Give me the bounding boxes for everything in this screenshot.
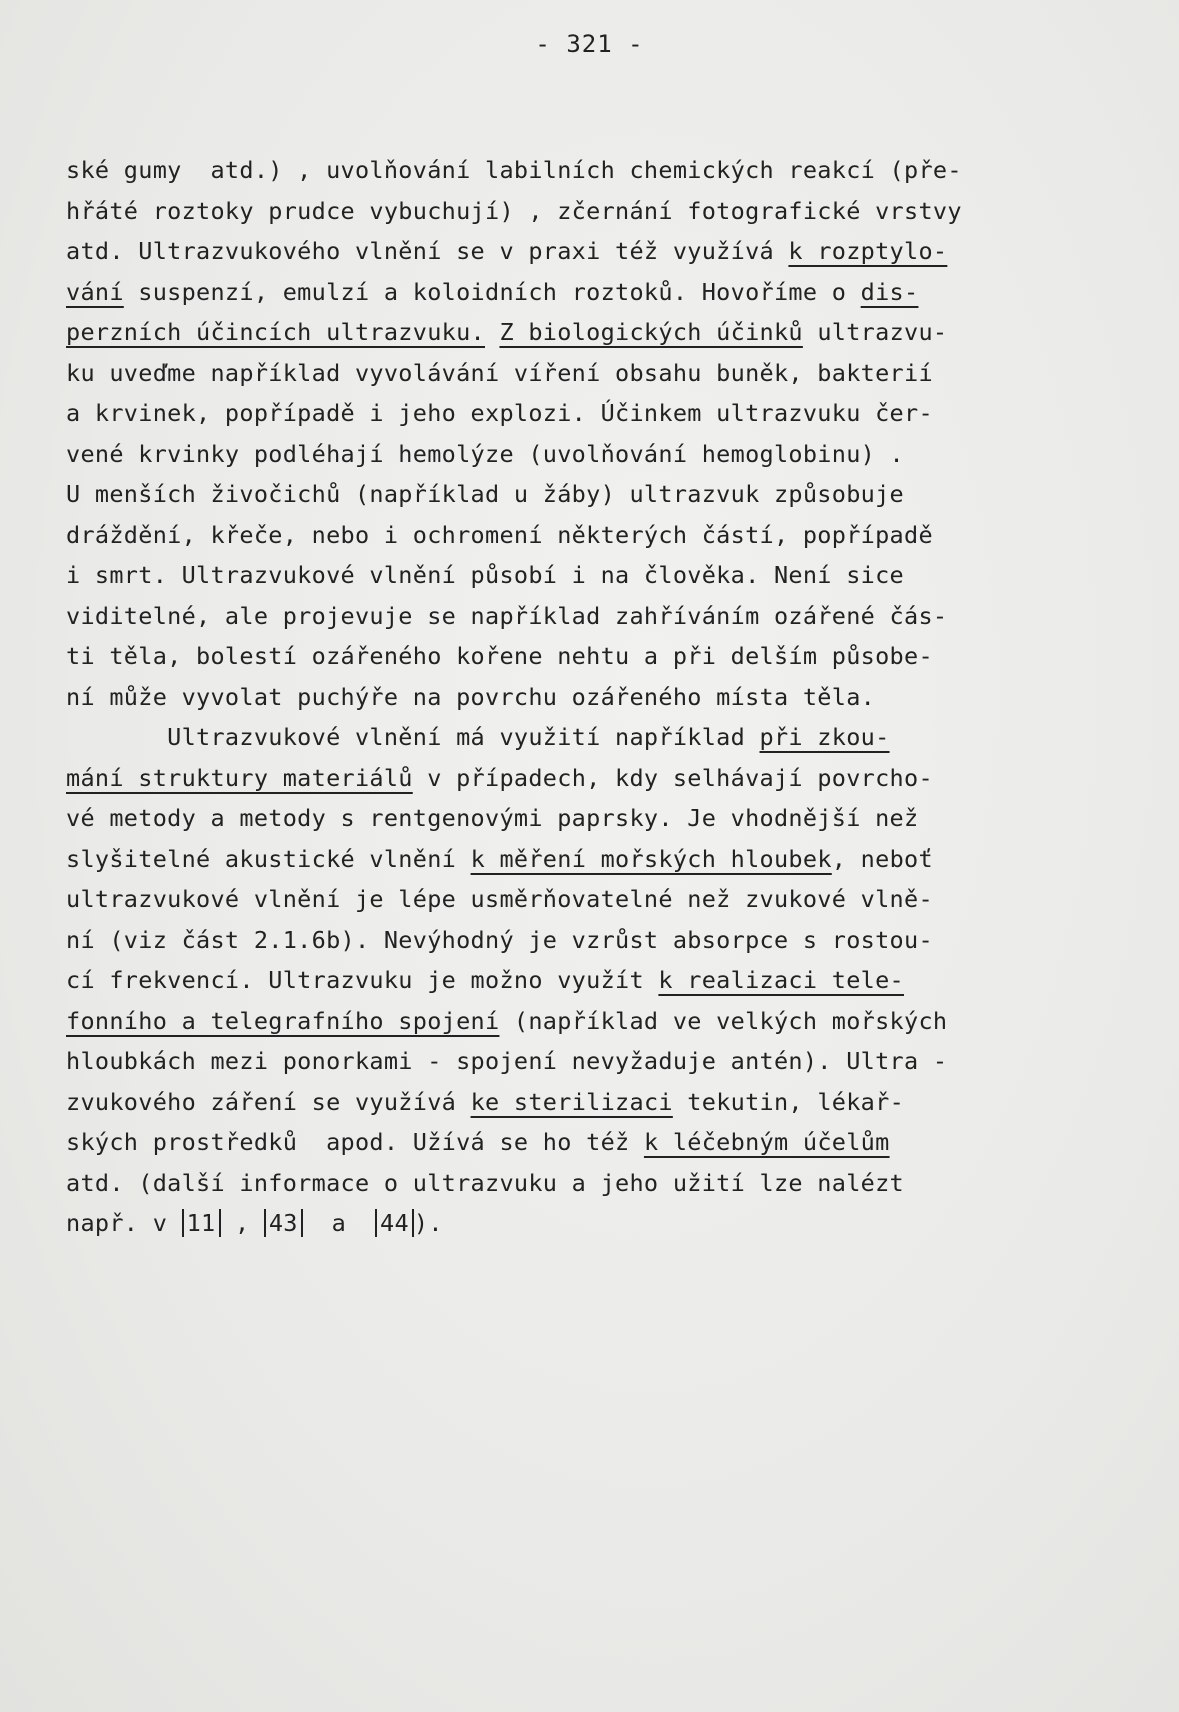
- text-segment: atd. Ultrazvukového vlnění se v praxi též využívá: [66, 237, 789, 265]
- text-line: [66, 1001, 1126, 1042]
- text-segment: tekutin, lékař-: [672, 1087, 905, 1116]
- citation-reference: 43: [264, 1209, 303, 1237]
- text-line: [66, 1203, 1126, 1244]
- text-segment: hloubkách mezi ponorkami - spojení nevyžaduje antén). Ultra -: [66, 1047, 948, 1075]
- text-line: [66, 272, 1126, 313]
- text-segment: Ultrazvukové vlnění má využití například: [66, 723, 760, 751]
- text-segment: cí frekvencí. Ultrazvuku je možno využít: [66, 966, 659, 994]
- text-segment: hřáté roztoky prudce vybuchují) , zčernání fotografické vrstvy: [66, 196, 962, 225]
- text-line: [66, 1163, 1126, 1204]
- text-segment: vé metody a metody s rentgenovými paprsky. Je vhodnější než: [66, 804, 919, 832]
- text-line: [66, 353, 1126, 394]
- text-segment: ní (viz část 2.1.6b). Nevýhodný je vzrůst absorpce s rostou-: [66, 925, 933, 954]
- text-segment: ultrazvukové vlnění je lépe usměrňovatelné než zvukové vlně-: [66, 885, 933, 913]
- underlined-phrase: k rozptylo-: [788, 237, 948, 265]
- text-segment: zvukového záření se využívá: [66, 1087, 471, 1116]
- text-line: [66, 555, 1126, 596]
- text-segment: [485, 318, 499, 346]
- text-segment: dráždění, křeče, nebo i ochromení některých částí, popřípadě: [66, 520, 933, 549]
- text-segment: slyšitelné akustické vlnění: [66, 844, 471, 873]
- text-line: [66, 596, 1126, 637]
- text-segment: U menších živočichů (například u žáby) ultrazvuk způsobuje: [66, 480, 904, 508]
- text-segment: a: [302, 1209, 376, 1237]
- text-line: [66, 960, 1126, 1001]
- text-line: [66, 839, 1126, 880]
- text-line: [66, 231, 1126, 272]
- underlined-phrase: Z biologických účinků: [499, 318, 803, 346]
- text-segment: vené krvinky podléhají hemolýze (uvolňování hemoglobinu) .: [66, 439, 904, 468]
- text-line: [66, 1122, 1126, 1163]
- text-line: [66, 515, 1126, 556]
- text-segment: i smrt. Ultrazvukové vlnění působí i na člověka. Není sice: [66, 561, 904, 589]
- text-segment: ti těla, bolestí ozářeného kořene nehtu a při delším působe-: [66, 642, 933, 670]
- text-segment: ultrazvu-: [802, 318, 948, 346]
- text-line: [66, 1082, 1126, 1123]
- underlined-phrase: vání: [66, 277, 124, 306]
- text-segment: suspenzí, emulzí a koloidních roztoků. Hovoříme o: [123, 277, 861, 306]
- text-line: [66, 920, 1126, 961]
- underlined-phrase: ke sterilizaci: [470, 1087, 673, 1116]
- text-line: [66, 879, 1126, 920]
- text-segment: ských prostředků apod. Užívá se ho též: [66, 1128, 644, 1156]
- text-segment: ské gumy atd.) , uvolňování labilních chemických reakcí (pře-: [66, 156, 962, 184]
- underlined-phrase: dis-: [860, 277, 919, 306]
- text-segment: v případech, kdy selhávají povrcho-: [412, 763, 933, 792]
- text-line: [66, 1041, 1126, 1082]
- text-line: [66, 434, 1126, 475]
- text-line: [66, 474, 1126, 515]
- text-line: [66, 798, 1126, 839]
- text-line: [66, 191, 1126, 232]
- underlined-phrase: k měření mořských hloubek: [470, 844, 832, 873]
- text-line: [66, 150, 1126, 191]
- underlined-phrase: mání struktury materiálů: [66, 763, 413, 792]
- text-segment: ní může vyvolat puchýře na povrchu ozářeného místa těla.: [66, 682, 876, 711]
- underlined-phrase: perzních účincích ultrazvuku.: [66, 318, 485, 346]
- text-line: [66, 717, 1126, 758]
- text-line: [66, 393, 1126, 434]
- text-segment: , neboť: [831, 844, 933, 873]
- text-segment: ku uveďme například vyvolávání víření obsahu buněk, bakterií: [66, 358, 933, 387]
- text-segment: (například ve velkých mořských: [499, 1006, 948, 1035]
- underlined-phrase: fonního a telegrafního spojení: [66, 1006, 500, 1035]
- underlined-phrase: k léčebným účelům: [643, 1128, 890, 1156]
- underlined-phrase: při zkou-: [759, 723, 890, 751]
- text-segment: viditelné, ale projevuje se například zahříváním ozářené čás-: [66, 601, 948, 630]
- text-segment: ).: [413, 1209, 443, 1237]
- citation-reference: 11: [182, 1209, 221, 1237]
- page-number: - 321 -: [535, 30, 644, 58]
- text-segment: ,: [220, 1209, 264, 1237]
- citation-reference: 44: [375, 1209, 414, 1237]
- text-segment: a krvinek, popřípadě i jeho explozi. Účinkem ultrazvuku čer-: [66, 399, 933, 427]
- text-segment: atd. (další informace o ultrazvuku a jeho užití lze nalézt: [66, 1168, 904, 1197]
- body-text: [66, 150, 1126, 1244]
- text-segment: např. v: [66, 1209, 182, 1237]
- text-line: [66, 758, 1126, 799]
- text-line: [66, 677, 1126, 718]
- text-line: [66, 636, 1126, 677]
- underlined-phrase: k realizaci tele-: [658, 966, 905, 994]
- text-line: [66, 312, 1126, 353]
